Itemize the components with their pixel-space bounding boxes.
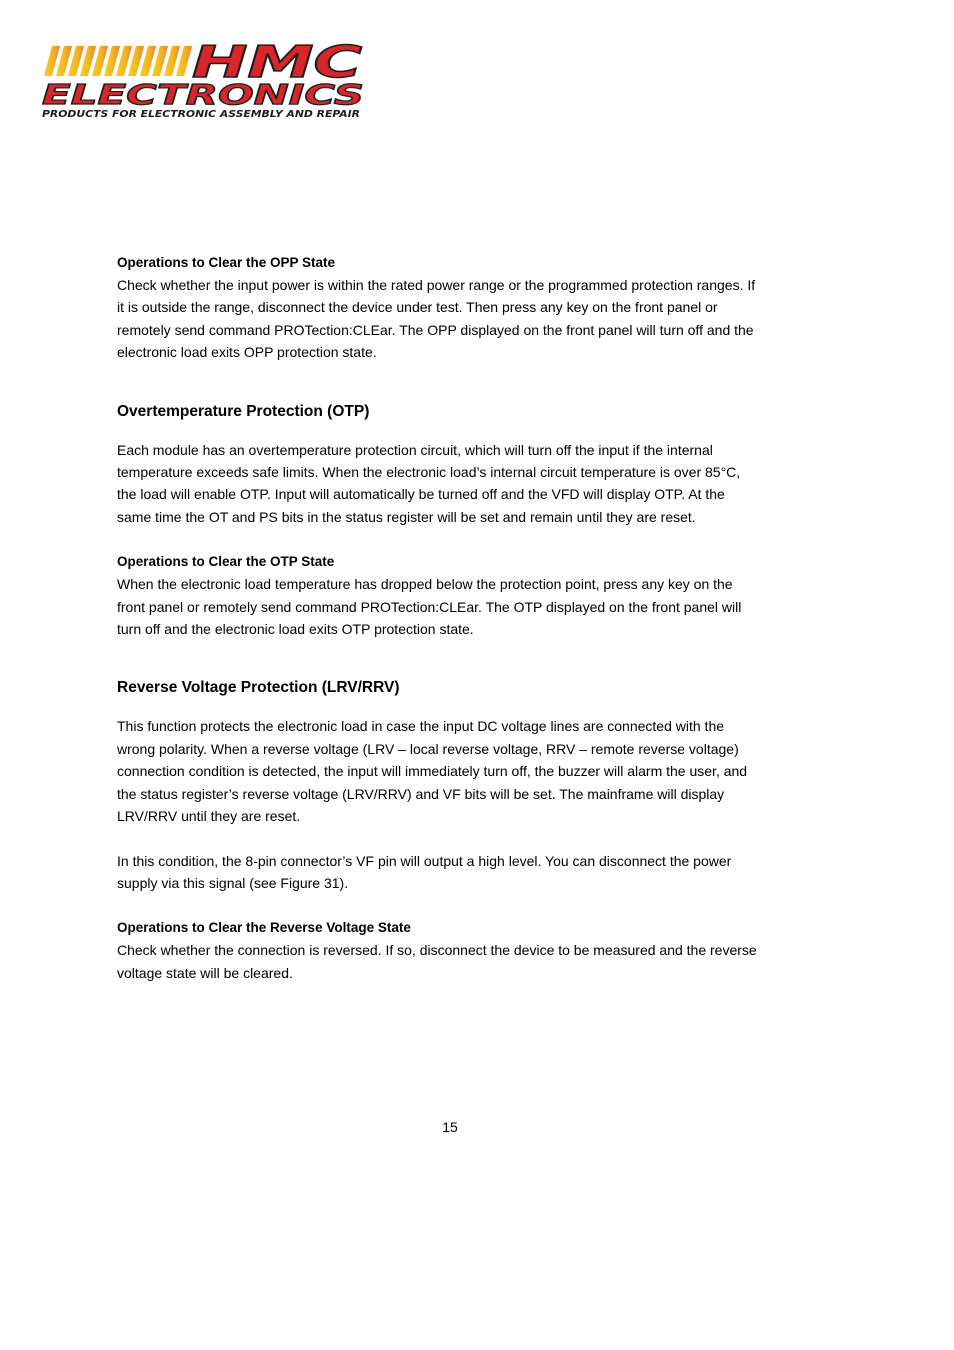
company-logo xyxy=(40,40,370,122)
logo-tagline: PRODUCTS FOR ELECTRONIC ASSEMBLY AND REPAIR xyxy=(42,109,360,120)
page-number: 15 xyxy=(442,1119,458,1135)
hmc-electronics-logo xyxy=(40,40,370,122)
otp-clear-text: When the electronic load temperature has dropped below the protection point, press any key on the front panel or remotely send command PROTection:CLEar. The OTP displayed on the front panel will turn off and the electronic load exits OTP protection state. xyxy=(117,576,742,638)
reverse-voltage-text: This function protects the electronic load in case the input DC voltage lines are connected with the wrong polarity. When a reverse voltage (LRV – local reverse voltage, RRV – remote reverse voltage) connection condition is detected, the input will immediately turn off, the buzzer will alarm the user, and the status register’s reverse voltage (LRV/RRV) and VF bits will be set. The mainframe will display LRV/RRV until they are reset. xyxy=(117,718,748,825)
otp-heading: Overtemperature Protection (OTP) xyxy=(117,402,370,420)
document-body xyxy=(117,252,762,984)
rv-clear-text: Check whether the connection is reversed. If so, disconnect the device to be measured and the reverse voltage state will be cleared. xyxy=(117,942,757,981)
otp-text: Each module has an overtemperature protection circuit, which will turn off the input if the internal temperature exceeds safe limits. When the electronic load’s internal circuit temperature is over 85°C, the load will enable OTP. Input will automatically be turned off and the VFD will display OTP. At the same time the OT and PS bits in the status register will be set and remain until they are reset. xyxy=(117,441,741,525)
rv-clear-heading: Operations to Clear the Reverse Voltage State xyxy=(117,920,411,936)
reverse-voltage-vf-text: In this condition, the 8-pin connector’s VF pin will output a high level. You can disconnect the power supply via this signal (see Figure 31). xyxy=(117,852,732,891)
opp-clear-text: Check whether the input power is within the rated power range or the programmed protection ranges. If it is outside the range, disconnect the device under test. Then press any key on the front panel or remotely send command PROTection:CLEar. The OPP displayed on the front panel will turn off and the electronic load exits OPP protection state. xyxy=(117,277,756,361)
otp-clear-heading: Operations to Clear the OTP State xyxy=(117,554,335,570)
logo-brand-bottom: ELECTRONICS xyxy=(42,78,364,111)
reverse-voltage-heading: Reverse Voltage Protection (LRV/RRV) xyxy=(117,679,400,697)
logo-brand-top: HMC xyxy=(192,40,362,88)
speed-stripes xyxy=(44,46,192,76)
opp-clear-heading: Operations to Clear the OPP State xyxy=(117,255,336,270)
